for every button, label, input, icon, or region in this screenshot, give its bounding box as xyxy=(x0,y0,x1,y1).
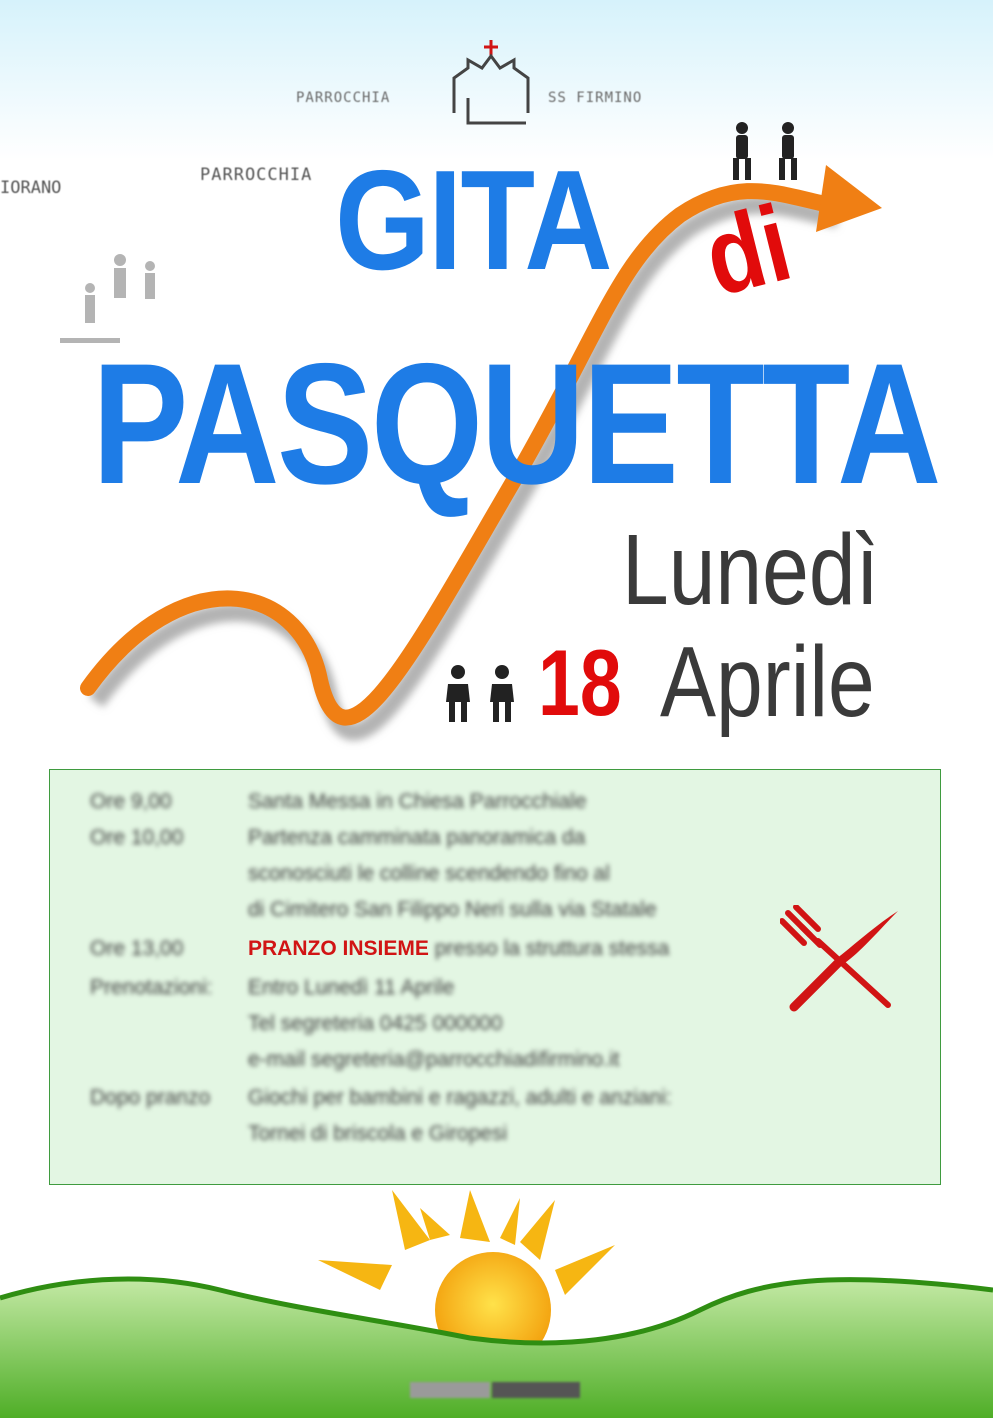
row-continuation: Tornei di briscola e Giropesi xyxy=(248,1122,508,1145)
row-label: Ore 9,00 xyxy=(90,790,172,813)
parish-name-left: PARROCCHIA xyxy=(296,90,391,106)
date-month: Aprile xyxy=(660,626,875,738)
title-di: di xyxy=(693,181,802,319)
cutlery-icon xyxy=(780,905,900,1015)
title-pasquetta: PASQUETTA xyxy=(92,328,939,520)
row-text: Entro Lunedì 11 Aprile xyxy=(248,976,455,999)
program-row xyxy=(90,1080,672,1116)
date-day: 18 xyxy=(538,630,622,735)
parish-logo xyxy=(296,38,676,128)
program-row xyxy=(90,970,454,1006)
pranzo-highlight: PRANZO INSIEME xyxy=(248,937,429,960)
program-row xyxy=(90,931,669,967)
row-continuation: di Cimitero San Filippo Neri sulla via Statale xyxy=(248,898,657,921)
title-gita: GITA xyxy=(335,141,611,300)
row-label: Ore 13,00 xyxy=(90,937,184,960)
row-text: Santa Messa in Chiesa Parrocchiale xyxy=(248,790,587,813)
row-label: Prenotazioni: xyxy=(90,976,213,999)
parish-name-right: SS FIRMINO xyxy=(548,90,643,106)
row-label: Ore 10,00 xyxy=(90,826,184,849)
row-continuation: e-mail segreteria@parrocchiadifirmino.it xyxy=(248,1048,620,1071)
row-text: Partenza camminata panoramica da xyxy=(248,826,586,849)
program-row xyxy=(90,820,585,856)
ghost-parish-text: PARROCCHIA xyxy=(200,165,313,185)
ghost-town-text: IORANO xyxy=(0,178,62,198)
program-row xyxy=(90,784,587,820)
row-label: Dopo pranzo xyxy=(90,1086,211,1109)
row-continuation: Tel segreteria 0425 000000 xyxy=(248,1012,503,1035)
walkers-icon xyxy=(724,120,814,182)
footer-strip xyxy=(410,1380,580,1400)
row-text: presso la struttura stessa xyxy=(434,937,670,960)
row-text: Giochi per bambini e ragazzi, adulti e anziani: xyxy=(248,1086,672,1109)
date-weekday: Lunedì xyxy=(622,514,879,626)
row-continuation: sconosciuti le colline scendendo fino al xyxy=(248,862,610,885)
walkers-bottom-icon xyxy=(440,662,530,724)
